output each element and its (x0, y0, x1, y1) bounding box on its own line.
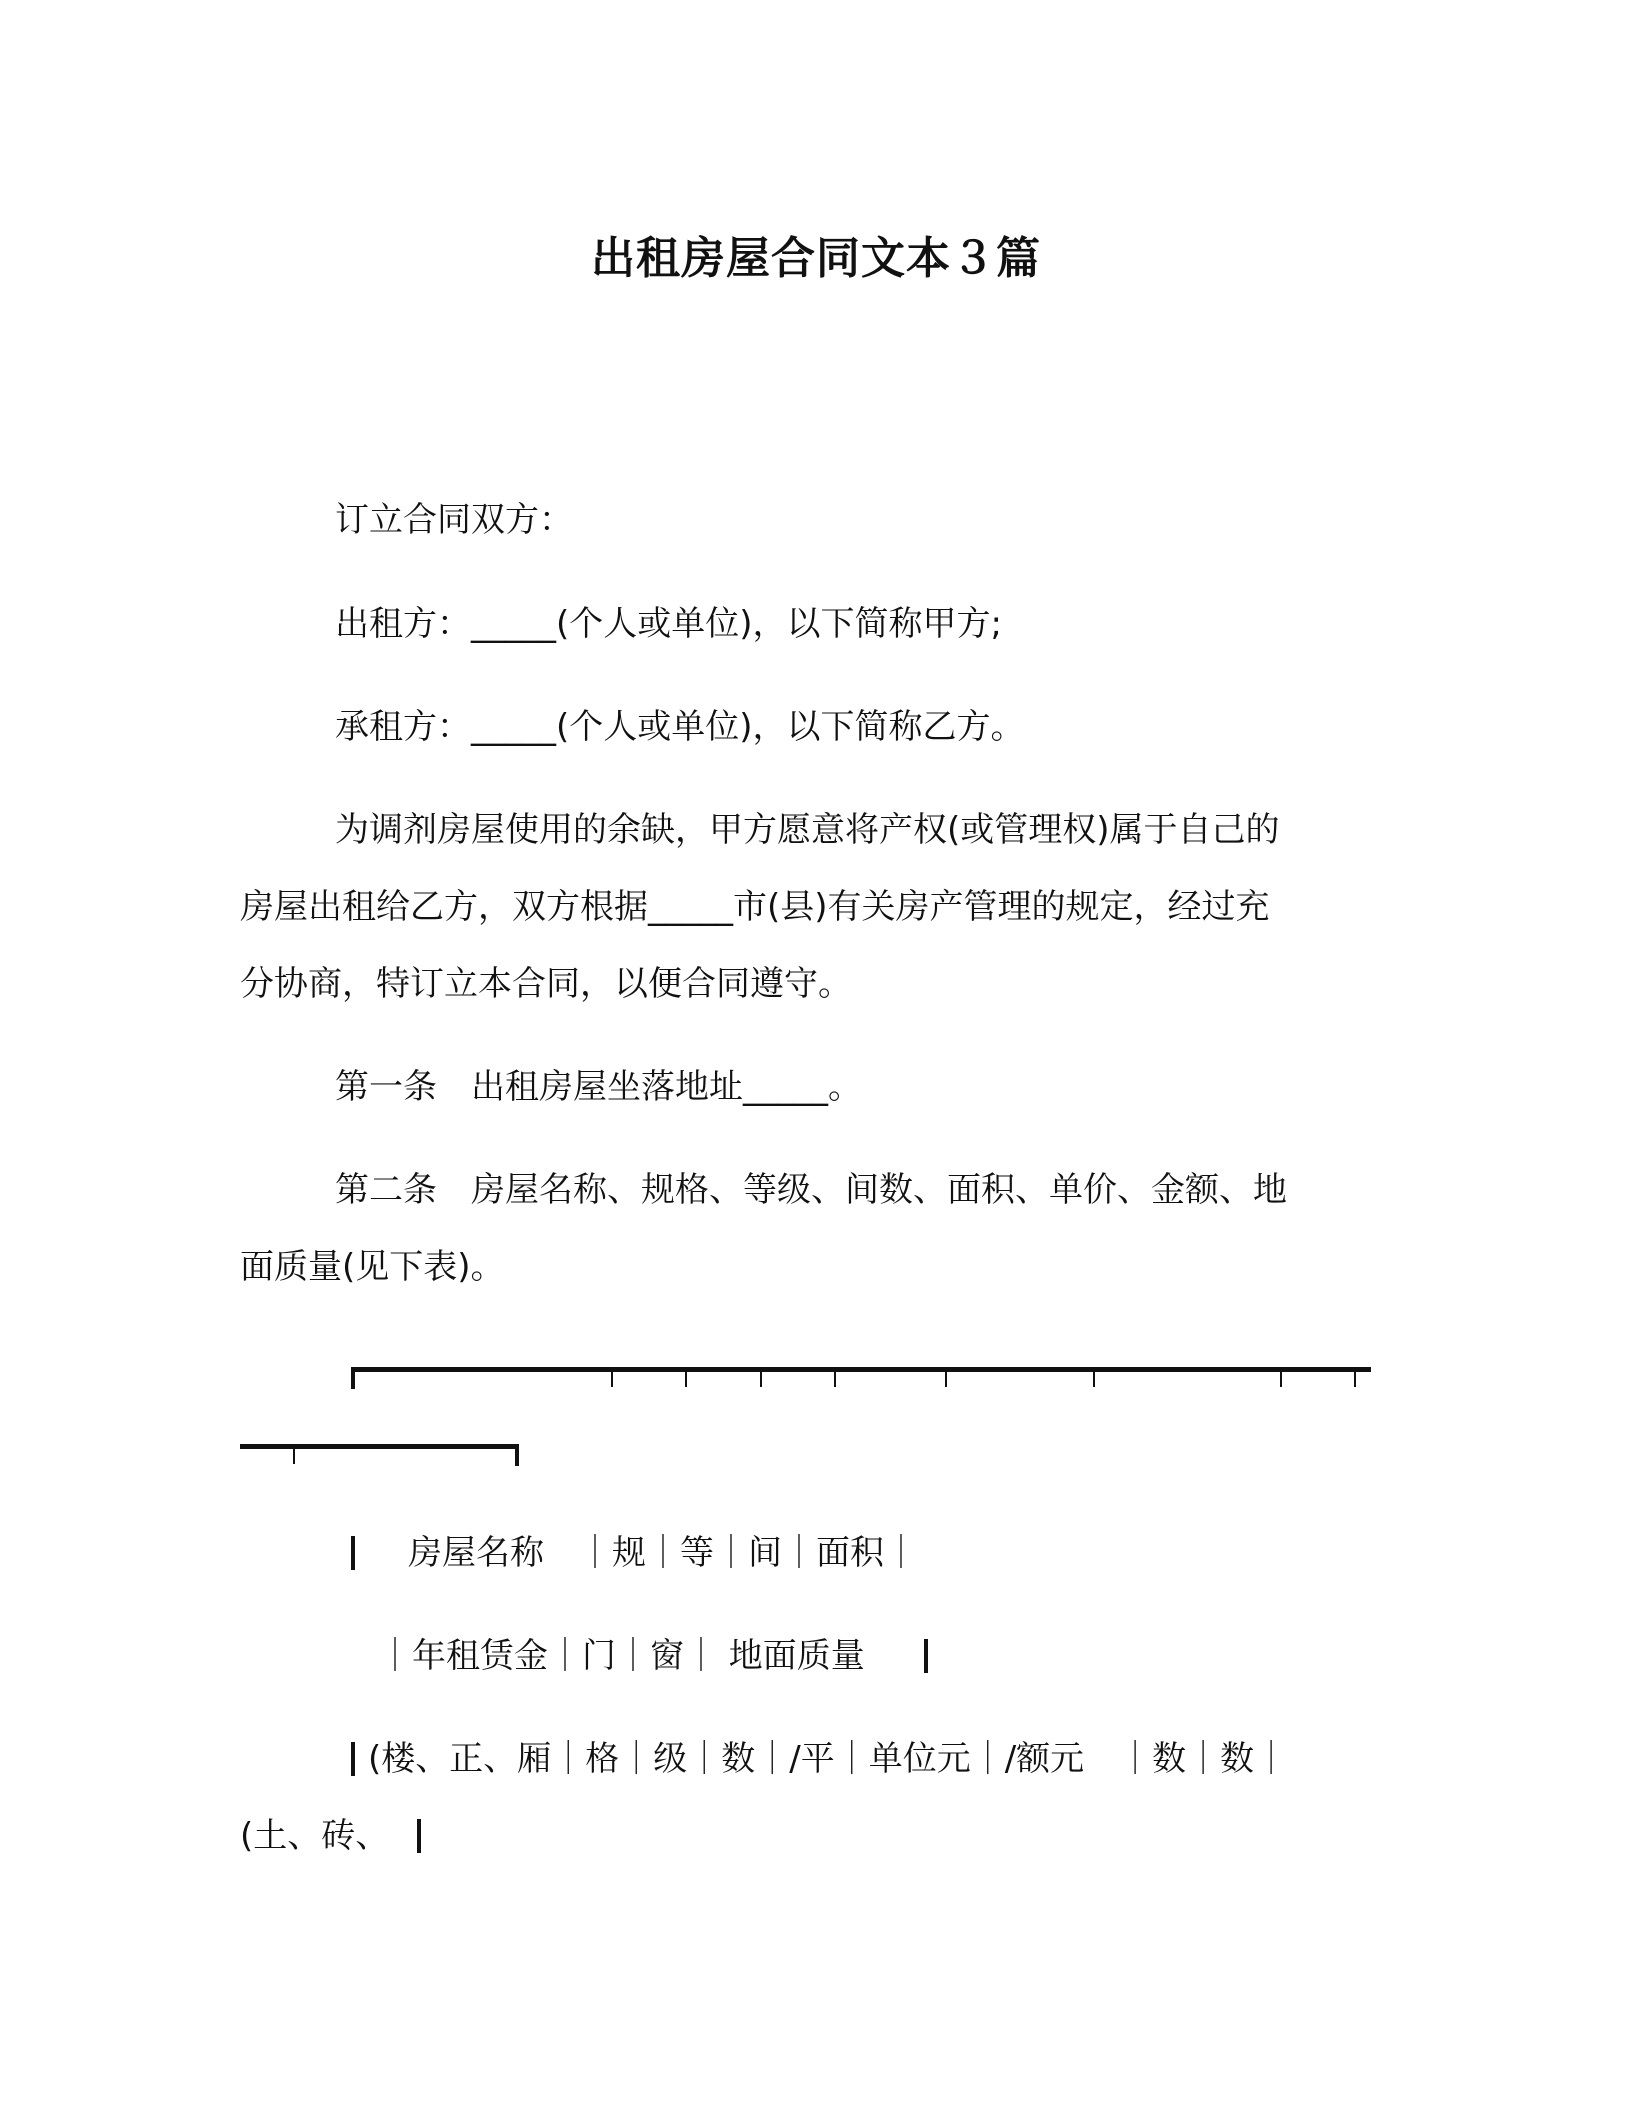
article-2-line-1: 第二条 房屋名称、规格、等级、间数、面积、单价、金额、地 (335, 1170, 1287, 1210)
table-column-tick (1354, 1372, 1356, 1387)
article-1: 第一条 出租房屋坐落地址_____。 (335, 1067, 862, 1107)
table-column-tick (293, 1449, 295, 1464)
lessee-line: 承租方：_____(个人或单位)，以下简称乙方。 (335, 707, 1025, 747)
preamble-line-1: 为调剂房屋使用的余缺，甲方愿意将产权(或管理权)属于自己的 (335, 810, 1280, 850)
table-header-row-2: ｜年租赁金｜门｜窗｜ 地面质量 (378, 1636, 865, 1676)
preamble-line-2: 房屋出租给乙方，双方根据_____市(县)有关房产管理的规定，经过充 (240, 887, 1270, 927)
table-column-tick (1093, 1372, 1095, 1387)
table-column-tick (945, 1372, 947, 1387)
table-row-left-border (351, 1742, 355, 1776)
preamble-line-3: 分协商，特订立本合同，以便合同遵守。 (240, 964, 852, 1004)
table-column-tick (834, 1372, 836, 1387)
table-header-row-4: (土、砖、 (240, 1816, 390, 1856)
table-top-border (351, 1367, 1371, 1372)
table-bottom-corner (515, 1444, 519, 1466)
table-header-row-1: 房屋名称 ｜规｜等｜间｜面积｜ (408, 1533, 918, 1573)
table-column-tick (685, 1372, 687, 1387)
article-2-line-2: 面质量(见下表)。 (240, 1247, 505, 1287)
table-row-left-border (351, 1536, 355, 1570)
table-row-right-border (417, 1819, 421, 1853)
table-top-corner (351, 1367, 355, 1389)
table-row-right-border (924, 1639, 928, 1673)
contract-parties-heading: 订立合同双方： (335, 500, 573, 540)
table-column-tick (1280, 1372, 1282, 1387)
table-continued-border (240, 1444, 518, 1449)
document-title: 出租房屋合同文本３篇 (591, 233, 1041, 284)
lessor-line: 出租方：_____(个人或单位)，以下简称甲方; (335, 604, 1002, 644)
table-header-row-3: (楼、正、厢｜格｜级｜数｜/平｜单位元｜/额元 ｜数｜数｜ (368, 1739, 1289, 1779)
table-column-tick (760, 1372, 762, 1387)
table-column-tick (611, 1372, 613, 1387)
